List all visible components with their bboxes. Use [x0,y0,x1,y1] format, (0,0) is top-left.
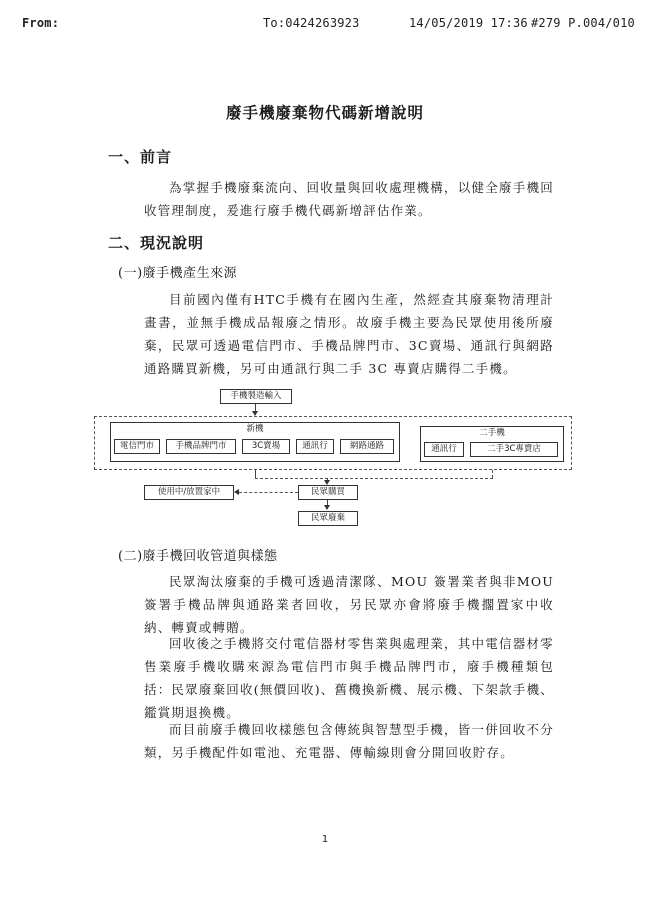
connector [492,470,493,478]
in-use-box: 使用中/放置家中 [144,485,234,500]
document-title: 廢手機廢棄物代碼新增說明 [225,103,424,122]
new-phone-label: 新機 [246,424,264,434]
used-channel-3c-store: 二手3C專賣店 [470,442,558,457]
page-number: 1 [321,834,329,845]
phone-flow-diagram [92,385,574,535]
connector [255,478,493,479]
discard-box: 民眾廢棄 [298,511,358,526]
channel-telecom-store: 電信門市 [114,439,160,454]
arrow-down-icon [324,505,330,510]
fax-page-indicator: #279 P.004/010 [531,16,635,30]
preface-paragraph: 為掌握手機廢棄流向、回收量與回收處理機構，以健全廢手機回收管理制度，爰進行廢手機代碼新增評估作業。 [144,180,554,218]
sources-paragraph: 目前國內僅有HTC手機有在國內生產，然經查其廢棄物清理計畫書，並無手機成品報廢之情形。故廢手機主要為民眾使用後所廢棄，民眾可透過電信門市、手機品牌門市、3C賣場、通訊行與網路通路購買新機，另可由通訊行與二手 3C 專賣店購得二手機。 [144,292,554,376]
section-heading-status: 二、現況說明 [108,234,205,252]
fax-header [0,10,650,30]
channel-online: 網路通路 [340,439,394,454]
used-phone-label: 二手機 [479,428,505,438]
connector [239,492,298,493]
used-channel-comm-shop: 通訊行 [424,442,464,457]
fax-to-number: To:0424263923 [263,16,360,30]
recycling-paragraph-1: 民眾淘汰廢棄的手機可透過清潔隊、MOU 簽署業者與非MOU簽署手機品牌與通路業者回收，另民眾亦會將廢手機擱置家中收納、轉賣或轉贈。 [144,574,554,635]
subsection-heading-recycling: (二)廢手機回收管道與樣態 [118,549,278,564]
channel-3c-mall: 3C賣場 [242,439,290,454]
arrow-left-icon [234,489,239,495]
channel-brand-store: 手機品牌門市 [166,439,236,454]
recycling-paragraph-2: 回收後之手機將交付電信器材零售業與處理業，其中電信器材零售業廢手機收購來源為電信門市與手機品牌門市，廢手機種類包括：民眾廢棄回收(無價回收)、舊機換新機、展示機、下架款手機、鑑賞期退換機。 [144,636,554,720]
subsection-heading-sources: (一)廢手機產生來源 [118,266,238,281]
fax-from: From: [22,16,60,30]
recycling-paragraph-3: 而目前廢手機回收樣態包含傳統與智慧型手機，皆一併回收不分類，另手機配件如電池、充電器、傳輸線則會分開回收貯存。 [144,722,554,760]
channel-comm-shop: 通訊行 [296,439,334,454]
fax-datetime: 14/05/2019 17:36 [409,16,528,30]
purchase-box: 民眾購買 [298,485,358,500]
import-box: 手機製造輸入 [220,389,292,404]
section-heading-preface: 一、前言 [108,148,173,166]
connector [255,470,256,478]
